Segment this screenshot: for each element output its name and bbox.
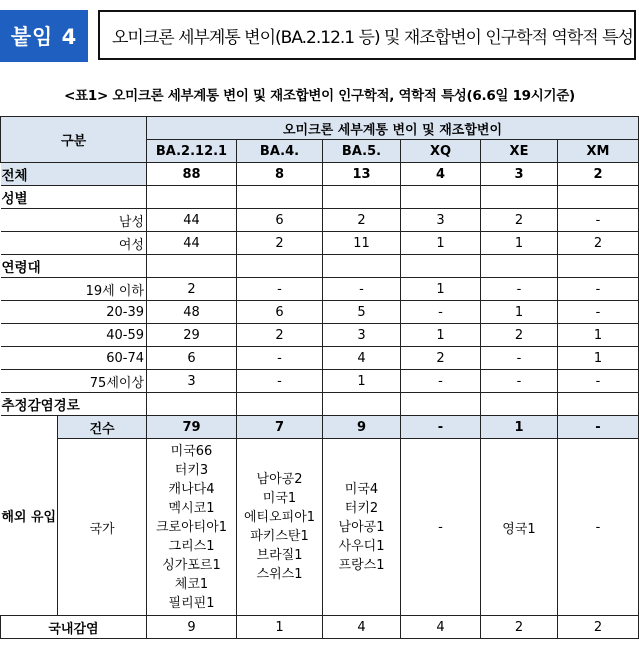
cell: - — [323, 278, 401, 301]
country-cell: - — [401, 439, 481, 616]
category-header: 구분 — [1, 117, 147, 163]
cell: - — [237, 347, 323, 370]
table-row — [1, 278, 639, 301]
country-entry: 터키2 — [344, 500, 379, 516]
cell: - — [401, 301, 481, 324]
cell: 44 — [147, 209, 237, 232]
cell: - — [401, 416, 481, 439]
cell: 9 — [323, 416, 401, 439]
cell: 7 — [237, 416, 323, 439]
cell: 44 — [147, 232, 237, 255]
cell: 2 — [481, 616, 558, 639]
country-cell — [237, 439, 323, 616]
section-label: 연령대 — [1, 255, 147, 278]
table-row — [1, 232, 639, 255]
cell: - — [558, 370, 639, 393]
overseas-label: 해외 유입 — [1, 416, 58, 616]
cell: 88 — [147, 163, 237, 186]
cell: 9 — [147, 616, 237, 639]
country-entry: 에티오피아1 — [243, 510, 316, 525]
col-header: BA.5. — [323, 140, 401, 163]
section-row — [1, 186, 639, 209]
total-row — [1, 163, 639, 186]
country-entry: 터키3 — [174, 462, 209, 478]
country-entry: 사우디1 — [338, 538, 385, 554]
page-header — [0, 0, 639, 72]
table-row — [1, 370, 639, 393]
country-entry: 체코1 — [174, 576, 209, 592]
section-row — [1, 255, 639, 278]
domestic-row — [1, 616, 639, 639]
cell: 1 — [401, 324, 481, 347]
cell: 2 — [147, 278, 237, 301]
attachment-badge: 붙임 4 — [0, 10, 88, 62]
cell: - — [237, 370, 323, 393]
cell: 3 — [481, 163, 558, 186]
row-label: 75세이상 — [1, 370, 147, 393]
count-row — [1, 416, 639, 439]
cell: 2 — [401, 347, 481, 370]
row-label: 20-39 — [1, 301, 147, 324]
cell: 2 — [481, 324, 558, 347]
cell: 3 — [147, 370, 237, 393]
cell: - — [481, 347, 558, 370]
cell: 1 — [558, 347, 639, 370]
cell: 1 — [481, 416, 558, 439]
cell: - — [237, 278, 323, 301]
cell: 13 — [323, 163, 401, 186]
section-row — [1, 393, 639, 416]
cell: - — [481, 370, 558, 393]
row-label: 국가 — [58, 439, 147, 616]
cell: 2 — [237, 324, 323, 347]
country-entry: 브라질1 — [256, 548, 303, 563]
cell: 1 — [558, 324, 639, 347]
cell: - — [558, 278, 639, 301]
cell: 11 — [323, 232, 401, 255]
country-entry: 프랑스1 — [338, 557, 385, 573]
cell: 4 — [323, 347, 401, 370]
cell: 2 — [237, 232, 323, 255]
row-label: 건수 — [58, 416, 147, 439]
cell: - — [558, 416, 639, 439]
cell: - — [558, 209, 639, 232]
col-header: XE — [481, 140, 558, 163]
cell: 2 — [558, 232, 639, 255]
col-header: XM — [558, 140, 639, 163]
cell: 29 — [147, 324, 237, 347]
country-cell — [147, 439, 237, 616]
country-cell: 영국1 — [481, 439, 558, 616]
country-entry: 크로아티아1 — [155, 519, 228, 535]
cell: 2 — [323, 209, 401, 232]
row-label: 국내감염 — [1, 616, 147, 639]
cell: 2 — [481, 209, 558, 232]
cell: 1 — [323, 370, 401, 393]
cell: 4 — [323, 616, 401, 639]
country-entry: 스위스1 — [256, 567, 303, 582]
page-title: 오미크론 세부계통 변이(BA.2.12.1 등) 및 재조합변이 인구학적 역학적 특성 — [98, 10, 636, 60]
country-cell: - — [558, 439, 639, 616]
country-entry: 그리스1 — [168, 538, 215, 554]
col-header: BA.2.12.1 — [147, 140, 237, 163]
table-row — [1, 347, 639, 370]
section-label: 추정감염경로 — [1, 393, 147, 416]
cell: 4 — [401, 616, 481, 639]
row-label: 40-59 — [1, 324, 147, 347]
table-row — [1, 324, 639, 347]
cell: 48 — [147, 301, 237, 324]
cell: 1 — [481, 232, 558, 255]
row-label: 남성 — [1, 209, 147, 232]
cell: 1 — [481, 301, 558, 324]
row-label: 여성 — [1, 232, 147, 255]
row-label: 전체 — [1, 163, 147, 186]
country-entry: 필리핀1 — [168, 595, 215, 611]
table-row — [1, 209, 639, 232]
row-label: 60-74 — [1, 347, 147, 370]
country-entry: 캐나다4 — [168, 481, 215, 497]
cell: - — [401, 370, 481, 393]
cell: 2 — [558, 616, 639, 639]
country-entry: 미국1 — [262, 491, 297, 506]
table-row — [1, 301, 639, 324]
cell: 1 — [401, 278, 481, 301]
table-caption: <표1> 오미크론 세부계통 변이 및 재조합변이 인구학적, 역학적 특성(6.6일 19시기준) — [64, 88, 575, 104]
cell: - — [481, 278, 558, 301]
country-entry: 미국66 — [170, 443, 213, 459]
cell: 6 — [237, 301, 323, 324]
cell: 3 — [401, 209, 481, 232]
cell: 79 — [147, 416, 237, 439]
cell: 6 — [147, 347, 237, 370]
variants-super-header: 오미크론 세부계통 변이 및 재조합변이 — [147, 117, 639, 140]
section-label: 성별 — [1, 186, 147, 209]
country-cell — [323, 439, 401, 616]
cell: 2 — [558, 163, 639, 186]
characteristics-table — [0, 116, 639, 639]
cell: - — [558, 301, 639, 324]
cell: 5 — [323, 301, 401, 324]
country-entry: 멕시코1 — [168, 500, 215, 516]
cell: 3 — [323, 324, 401, 347]
cell: 1 — [237, 616, 323, 639]
country-row — [1, 439, 639, 616]
row-label: 19세 이하 — [1, 278, 147, 301]
cell: 4 — [401, 163, 481, 186]
country-entry: 파키스탄1 — [250, 529, 309, 544]
country-entry: 남아공2 — [256, 472, 303, 487]
col-header: BA.4. — [237, 140, 323, 163]
country-entry: 싱가포르1 — [162, 557, 221, 573]
cell: 6 — [237, 209, 323, 232]
cell: 1 — [401, 232, 481, 255]
cell: 8 — [237, 163, 323, 186]
country-entry: 미국4 — [344, 481, 379, 497]
col-header: XQ — [401, 140, 481, 163]
country-entry: 남아공1 — [338, 519, 385, 535]
